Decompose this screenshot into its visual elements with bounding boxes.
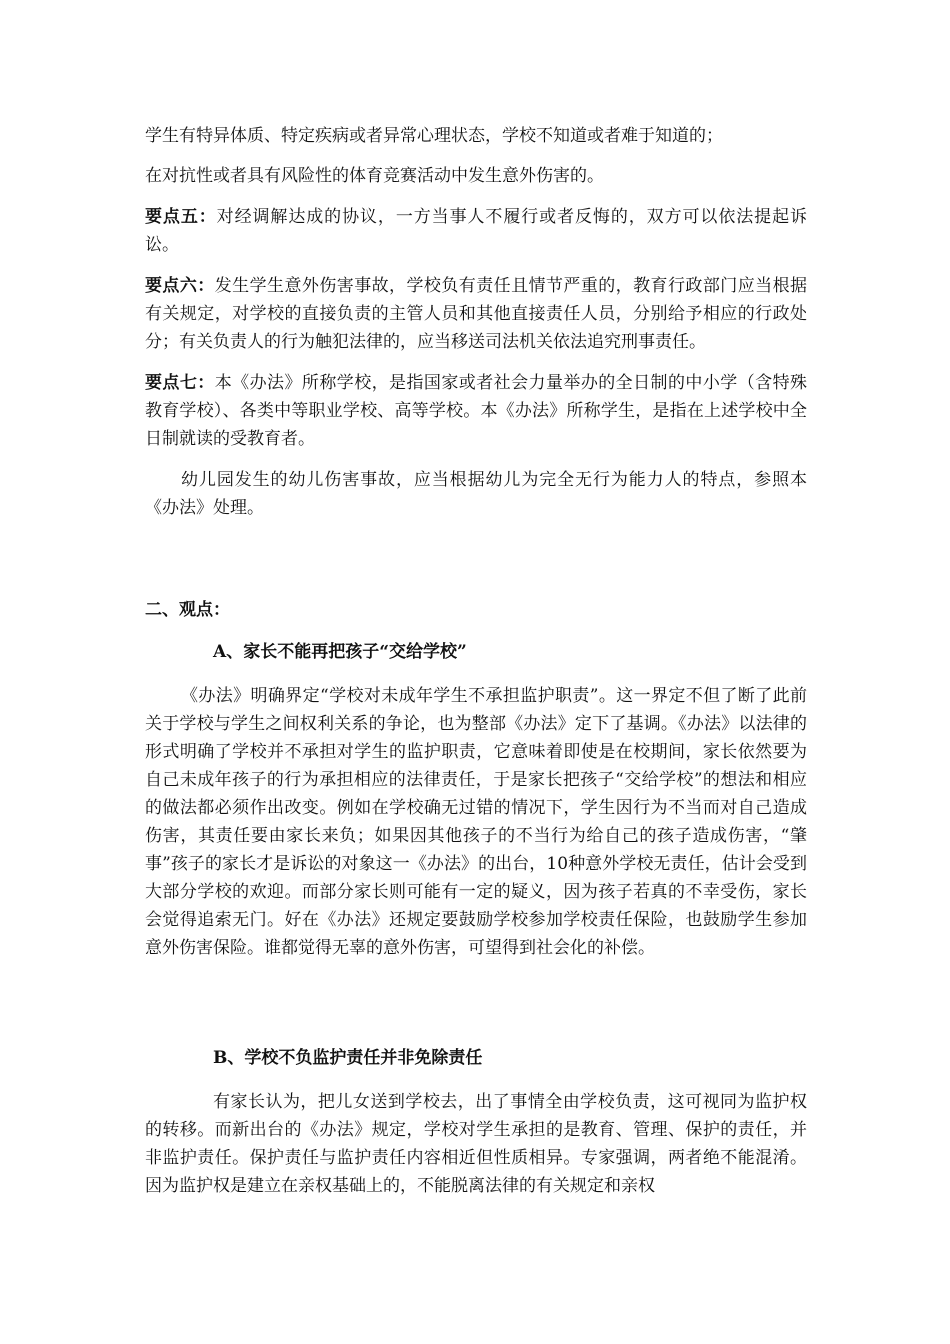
paragraph-point-six [145, 272, 807, 356]
paragraph-point-five [145, 203, 807, 259]
point-seven-text: 本《办法》所称学校，是指国家或者社会力量举办的全日制的中小学（含特殊教育学校）、各类中等职业学校、高等学校。本《办法》所称学生，是指在上述学校中全日制就读的受教育者。 [145, 373, 808, 449]
point-five-label: 要点五： [145, 207, 217, 227]
point-seven-label: 要点七： [145, 373, 215, 393]
section-heading-viewpoints: 二、观点： [145, 600, 230, 620]
paragraph-sports-competition: 在对抗性或者具有风险性的体育竞赛活动中发生意外伤害的。 [145, 166, 604, 186]
paragraph-kindergarten: 幼儿园发生的幼儿伤害事故，应当根据幼儿为完全无行为能力人的特点，参照本《办法》处理。 [145, 470, 807, 518]
paragraph-b-body: 有家长认为，把儿女送到学校去，出了事情全由学校负责，这可视同为监护权的转移。而新出台的《办法》规定，学校对学生承担的是教育、管理、保护的责任，并非监护责任。保护责任与监护责任内容相近但性质相异。专家强调，两者绝不能混淆。因为监护权是建立在亲权基础上的，不能脱离法律的有关规定和亲权 [145, 1092, 807, 1196]
point-five-text: 对经调解达成的协议，一方当事人不履行或者反悔的，双方可以依法提起诉讼。 [145, 207, 808, 255]
subheading-a: A、家长不能再把孩子“交给学校” [213, 642, 467, 662]
paragraph-a-body: 《办法》明确界定“学校对未成年学生不承担监护职责”。这一界定不但了断了此前关于学校与学生之间权利关系的争论，也为整部《办法》定下了基调。《办法》以法律的形式明确了学校并不承担对学生的监护职责，它意味着即使是在校期间，家长依然要为自己未成年孩子的行为承担相应的法律责任，于是家长把孩子“交给学校”的想法和相应的做法都必须作出改变。例如在学校确无过错的情况下，学生因行为不当而对自己造成伤害，其责任要由家长来负；如果因其他孩子的不当行为给自己的孩子造成伤害，“肇事”孩子的家长才是诉讼的对象这一《办法》的出台，10种意外学校无责任，估计会受到大部分学校的欢迎。而部分家长则可能有一定的疑义，因为孩子若真的不幸受伤，家长会觉得追索无门。好在《办法》还规定要鼓励学校参加学校责任保险，也鼓励学生参加意外伤害保险。谁都觉得无辜的意外伤害，可望得到社会化的补偿。 [145, 686, 807, 958]
point-six-label: 要点六： [145, 276, 215, 296]
document-page [145, 122, 807, 1200]
paragraph-special-constitution: 学生有特异体质、特定疾病或者异常心理状态，学校不知道或者难于知道的； [145, 126, 723, 146]
subheading-b: B、学校不负监护责任并非免除责任 [213, 1048, 483, 1068]
point-six-text: 发生学生意外伤害事故，学校负有责任且情节严重的，教育行政部门应当根据有关规定，对学校的直接负责的主管人员和其他直接责任人员，分别给予相应的行政处分；有关负责人的行为触犯法律的，应当移送司法机关依法追究刑事责任。 [145, 276, 808, 352]
paragraph-point-seven [145, 369, 807, 453]
